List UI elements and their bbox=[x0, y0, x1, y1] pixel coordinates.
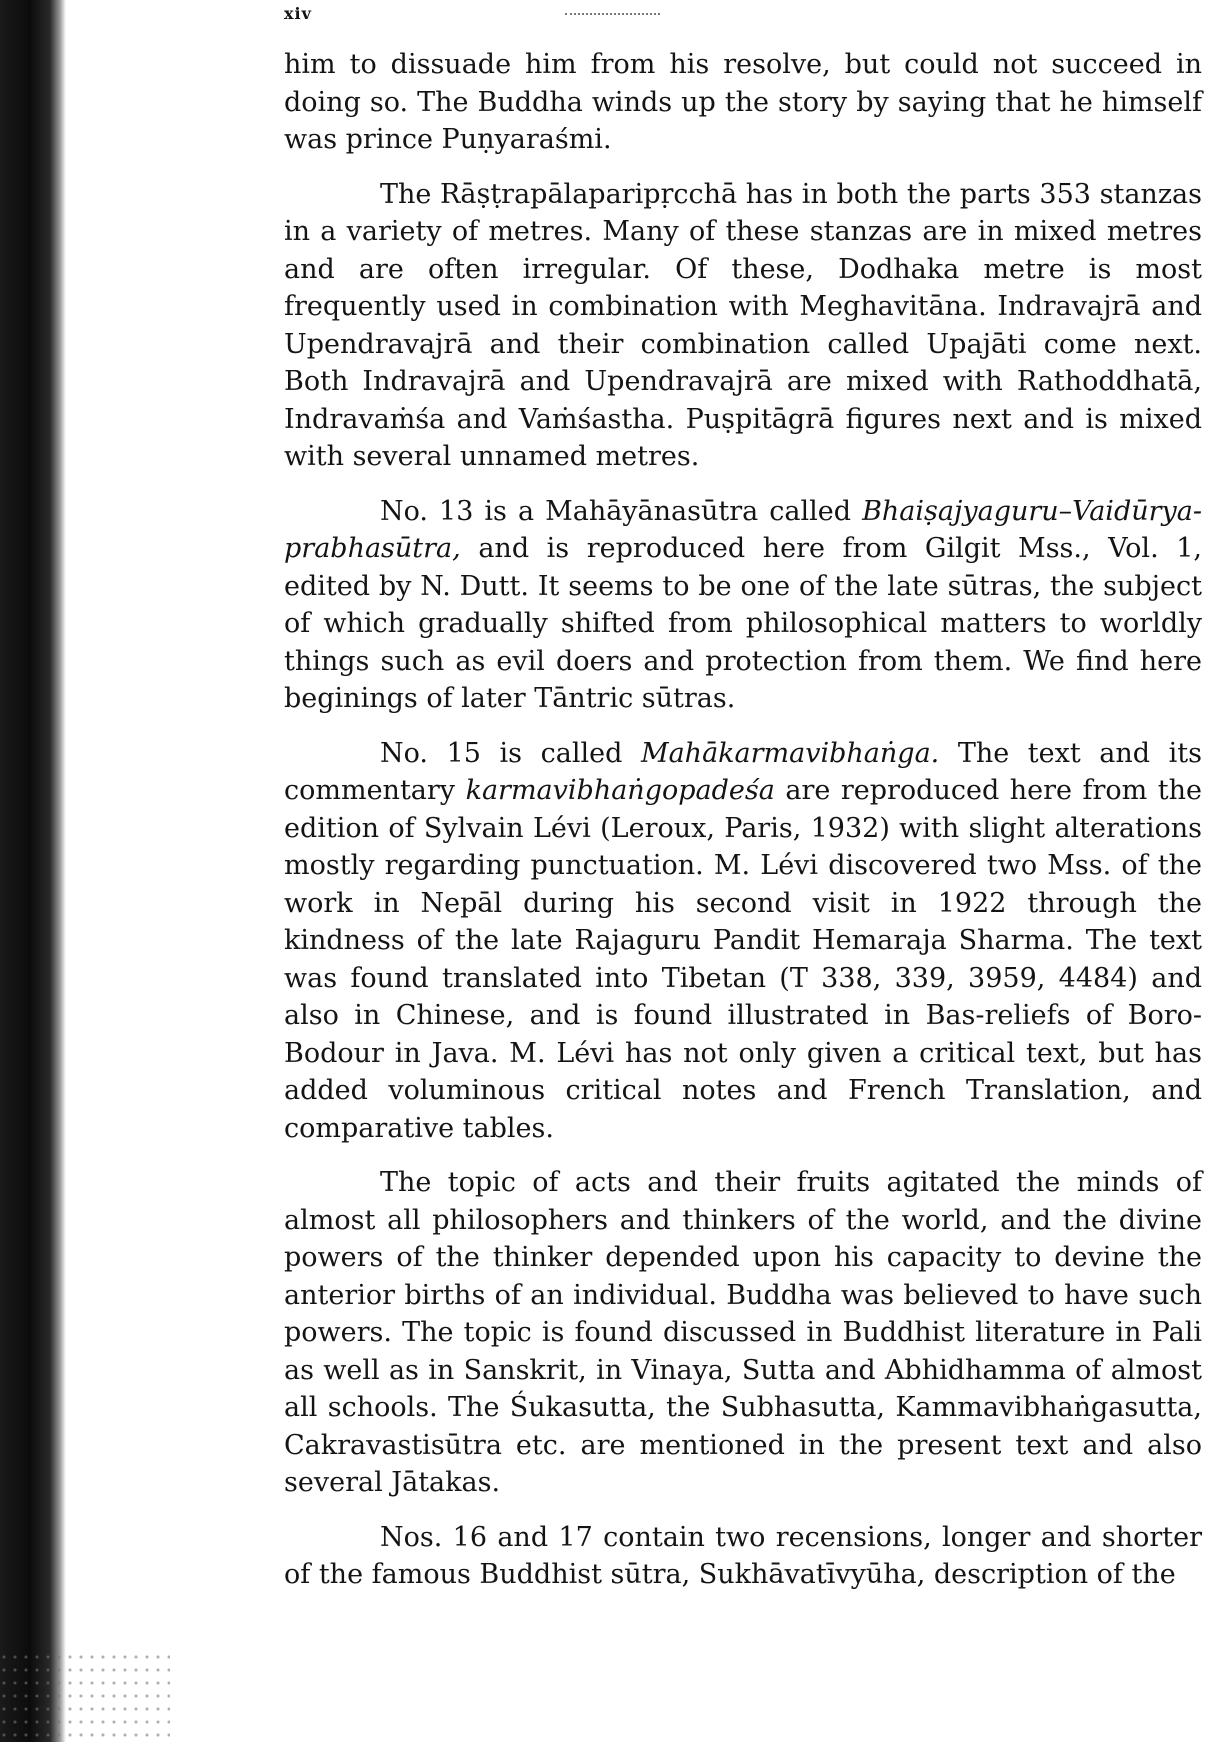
p4-end-text: are reproduced here from the edition of Sylvain Lévi (Leroux, Paris, 1932) with slight alterations mostly regarding punctuation. M. Lévi discovered two Mss. of the work in Nepāl during his second visit in 1922 through the kindness of the late Rajaguru Pandit Hemaraja Sharma. The text was found translated into Tibetan (T 338, 339, 3959, 4484) and also in Chinese, and is found illustrated in Bas-reliefs of Boro-Bodour in Java. M. Lévi has not only given a critical text, but has added voluminous critical notes and French Translation, and comparative tables. bbox=[284, 775, 1203, 1144]
page-number: xiv bbox=[284, 4, 312, 23]
p4-start-text: No. 15 is called bbox=[380, 737, 641, 769]
paragraph-nos-16-17: Nos. 16 and 17 contain two recensions, longer and shorter of the famous Buddhist sūtra, Sukhāvatīvyūha, description of the bbox=[284, 1521, 1202, 1590]
p4-sutra-title: Mahākarmavibhaṅga. bbox=[640, 737, 940, 769]
paragraph-no-13 bbox=[284, 493, 1202, 718]
p3-start-text: No. 13 is a Mahāyānasūtra called bbox=[380, 495, 863, 527]
p4-commentary-title: karmavibhaṅgopadeśa bbox=[465, 775, 775, 806]
book-binding-edge bbox=[0, 0, 66, 1742]
header-rule bbox=[565, 13, 660, 15]
p3-end-text: and is reproduced here from Gilgit Mss., Vol. 1, edited by N. Dutt. It seems to be one of the late sūtras, the subject of which gradually shifted from philosophical matters to worldly things such as evil doers and protection from them. We find here beginings of later Tāntric sūtras. bbox=[284, 533, 1202, 714]
paragraph-rastrapala: The Rāṣṭrapālaparipṛcchā has in both the parts 353 stanzas in a variety of metres. Many of these stanzas are in mixed metres and are often irregular. Of these, Dodhaka metre is most frequently used in combination with Meghavitāna. Indravajrā and Upendravajrā and their combination called Upajāti come next. Both Indravajrā and Upendravajrā are mixed with Rathoddhatā, Indravaṁśa and Vaṁśastha. Puṣpitāgrā figures next and is mixed with several unnamed metres. bbox=[284, 178, 1202, 472]
page-body bbox=[284, 46, 1202, 1611]
paragraph-no-15 bbox=[284, 735, 1202, 1148]
paragraph-acts-and-fruits: The topic of acts and their fruits agitated the minds of almost all philosophers and thinkers of the world, and the divine powers of the thinker depended upon his capacity to devine the anterior births of an individual. Buddha was believed to have such powers. The topic is found discussed in Buddhist literature in Pali as well as in Sanskrit, in Vinaya, Sutta and Abhidhamma of almost all schools. The Śukasutta, the Subhasutta, Kammavibhaṅgasutta, Cakravastisūtra etc. are mentioned in the present text and also several Jātakas. bbox=[284, 1167, 1202, 1498]
paragraph-continuation: him to dissuade him from his resolve, but could not succeed in doing so. The Buddha winds up the story by saying that he himself was prince Puṇyaraśmi. bbox=[284, 49, 1202, 155]
scan-noise bbox=[0, 1652, 170, 1742]
p3-sutra-title: Bhaiṣajyaguru–Vaidūrya-prabhasūtra, bbox=[284, 495, 1202, 564]
p4-mid-text: The text and its commentary bbox=[284, 737, 1202, 806]
